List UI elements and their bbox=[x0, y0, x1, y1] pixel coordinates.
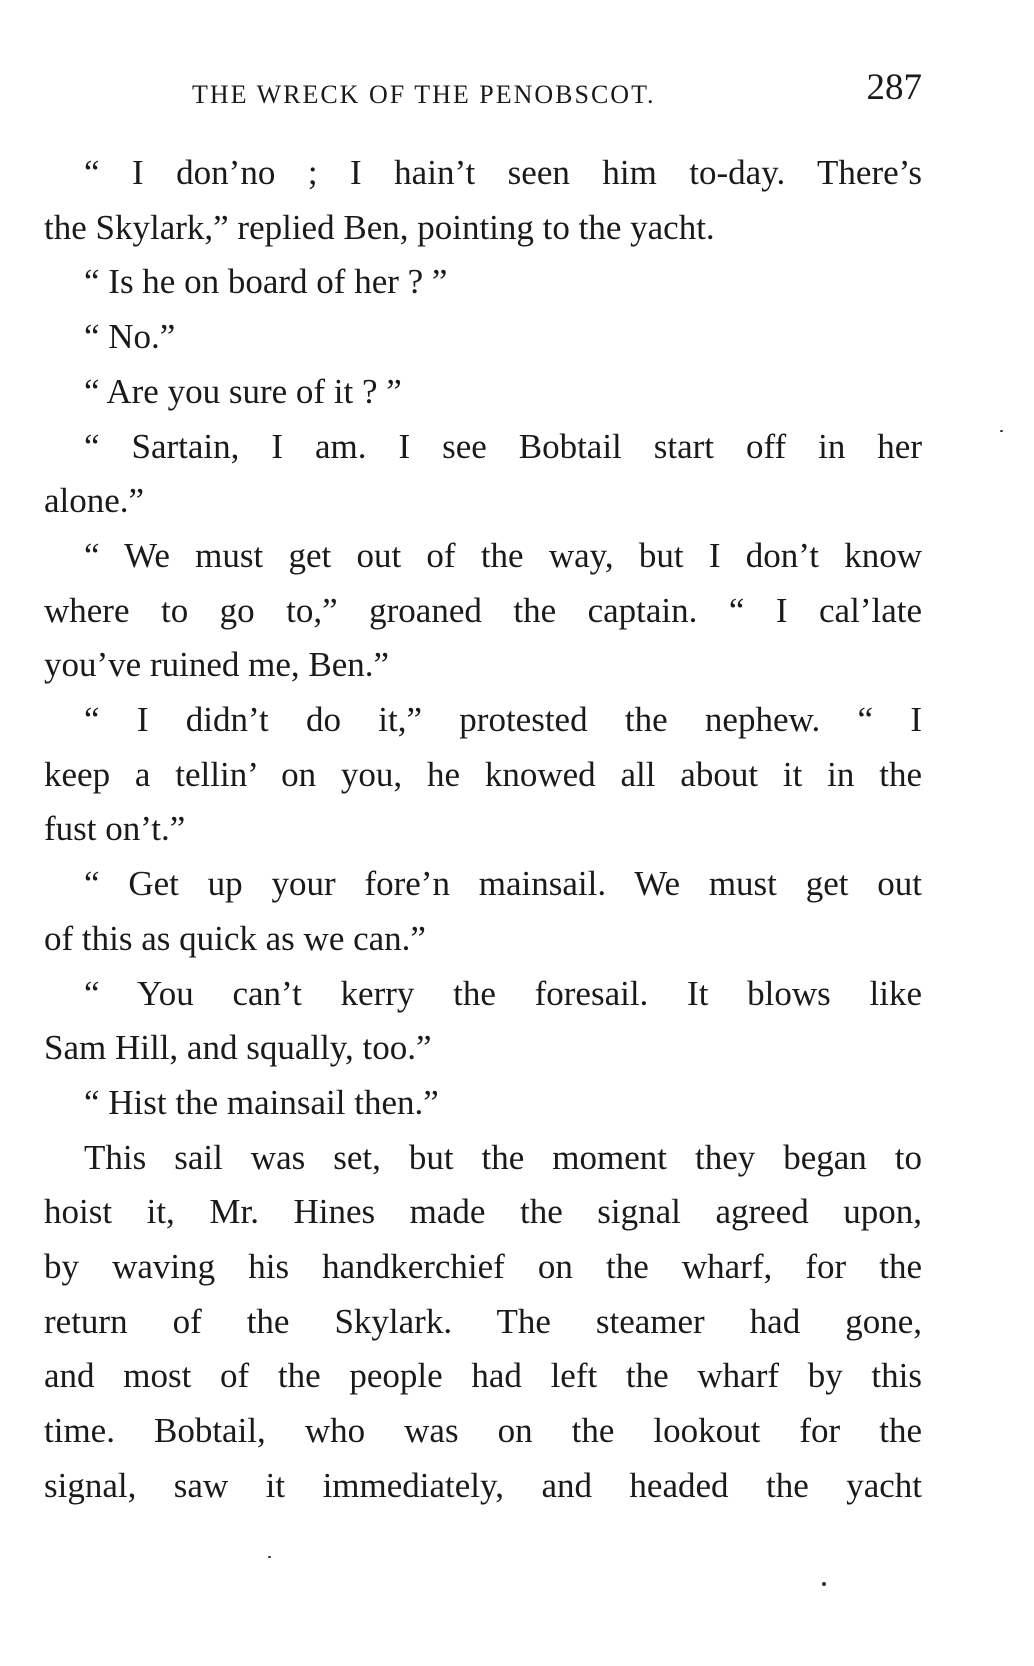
text-line: the Skylark,” replied Ben, pointing to the yacht. bbox=[44, 207, 715, 247]
text-line: “ Are you sure of it ? ” bbox=[84, 371, 402, 411]
body-text bbox=[44, 146, 922, 1514]
text-line: return of the Skylark. The steamer had gone, bbox=[44, 1301, 922, 1341]
text-line: “ We must get out of the way, but I don’t know bbox=[84, 535, 922, 575]
text-line: “ Hist the mainsail then.” bbox=[84, 1082, 439, 1122]
text-line: of this as quick as we can.” bbox=[44, 918, 426, 958]
text-line: keep a tellin’ on you, he knowed all about it in the bbox=[44, 754, 922, 794]
text-line: “ Get up your fore’n mainsail. We must get out bbox=[84, 864, 922, 904]
page-number: 287 bbox=[866, 67, 922, 108]
text-line: “ I don’no ; I hain’t seen him to-day. There’s bbox=[84, 153, 922, 192]
text-line: and most of the people had left the wharf by this bbox=[44, 1356, 922, 1396]
text-line: “ I didn’t do it,” protested the nephew. “ I bbox=[84, 700, 922, 740]
text-line: Sam Hill, and squally, too.” bbox=[44, 1028, 432, 1068]
text-line: alone.” bbox=[44, 481, 145, 521]
paper-speck bbox=[822, 1582, 826, 1586]
running-head bbox=[44, 66, 922, 116]
text-line: hoist it, Mr. Hines made the signal agreed upon, bbox=[44, 1192, 922, 1232]
text-line: you’ve ruined me, Ben.” bbox=[44, 645, 390, 685]
text-line: where to go to,” groaned the captain. “ I cal’late bbox=[44, 590, 922, 630]
running-title: THE WRECK OF THE PENOBSCOT. bbox=[192, 80, 656, 109]
paper-speck bbox=[1000, 430, 1003, 432]
paper-speck bbox=[268, 1556, 271, 1558]
text-line: “ Is he on board of her ? ” bbox=[84, 262, 448, 302]
text-line: time. Bobtail, who was on the lookout for the bbox=[44, 1411, 922, 1451]
text-line: “ Sartain, I am. I see Bobtail start off in her bbox=[84, 426, 922, 466]
text-line: “ You can’t kerry the foresail. It blows like bbox=[84, 973, 922, 1013]
text-line: fust on’t.” bbox=[44, 809, 186, 849]
text-line: signal, saw it immediately, and headed the yacht bbox=[44, 1465, 922, 1505]
text-line: “ No.” bbox=[84, 317, 176, 357]
text-line: by waving his handkerchief on the wharf, for the bbox=[44, 1247, 922, 1287]
text-line: This sail was set, but the moment they began to bbox=[84, 1137, 922, 1177]
